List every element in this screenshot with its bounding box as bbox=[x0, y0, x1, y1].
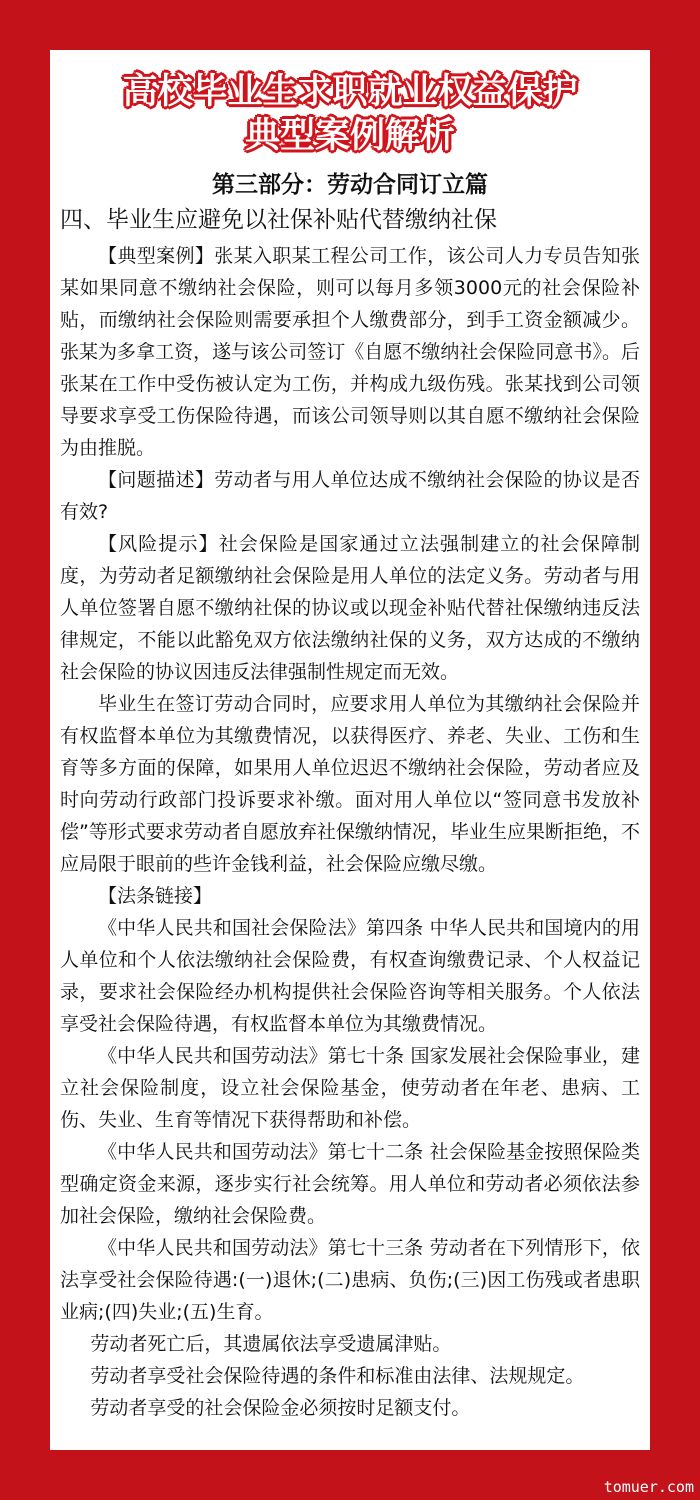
paragraph-law-3: 《中华人民共和国劳动法》第七十二条 社会保险基金按照保险类型确定资金来源，逐步实行社会统筹。用人单位和劳动者必须依法参加社会保险，缴纳社会保险费。 bbox=[60, 1141, 640, 1227]
paragraph-advice: 毕业生在签订劳动合同时，应要求用人单位为其缴纳社会保险并有权监督本单位为其缴费情况，以获得医疗、养老、失业、工伤和生育等多方面的保障，如果用人单位迟迟不缴纳社会保险，劳动者应及时向劳动行政部门投诉要求补缴。面对用人单位以“签同意书发放补偿”等形式要求劳动者自愿放弃社保缴纳情况，毕业生应果断拒绝，不应局限于眼前的些许金钱利益，社会保险应缴尽缴。 bbox=[60, 693, 640, 875]
paragraph-law-1: 《中华人民共和国社会保险法》第四条 中华人民共和国境内的用人单位和个人依法缴纳社会保险费，有权查询缴费记录、个人权益记录，要求社会保险经办机构提供社会保险咨询等相关服务。个人依法享受社会保险待遇，有权监督本单位为其缴费情况。 bbox=[60, 917, 640, 1035]
paragraph-law-5: 劳动者死亡后，其遗属依法享受遗属津贴。 bbox=[90, 1333, 452, 1355]
title-line-2: 典型案例解析 bbox=[244, 116, 455, 156]
paragraph-law-heading: 【法条链接】 bbox=[98, 885, 213, 907]
paragraph-law-7: 劳动者享受的社会保险金必须按时足额支付。 bbox=[90, 1397, 471, 1419]
section-heading: 四、毕业生应避免以社保补贴代替缴纳社保 bbox=[60, 207, 497, 233]
paragraph-law-6: 劳动者享受社会保险待遇的条件和标准由法律、法规规定。 bbox=[90, 1365, 585, 1387]
paragraph-typical-case: 【典型案例】张某入职某工程公司工作，该公司人力专员告知张某如果同意不缴纳社会保险，则可以每月多领3000元的社会保险补贴，而缴纳社会保险则需要承担个人缴费部分，到手工资金额减少。张某为多拿工资，遂与该公司签订《自愿不缴纳社会保险同意书》。后张某在工作中受伤被认定为工伤，并构成九级伤残。张某找到公司领导要求享受工伤保险待遇，而该公司领导则以其自愿不缴纳社会保险为由推脱。 bbox=[60, 245, 640, 459]
paragraph-law-4: 《中华人民共和国劳动法》第七十三条 劳动者在下列情形下，依法享受社会保险待遇:(一)退休;(二)患病、负伤;(三)因工伤残或者患职业病;(四)失业;(五)生育。 bbox=[60, 1237, 640, 1323]
page-title bbox=[60, 70, 640, 158]
watermark-text: tomuer.com bbox=[603, 1478, 694, 1496]
part-subtitle: 第三部分：劳动合同订立篇 bbox=[212, 172, 488, 198]
paragraph-problem: 【问题描述】劳动者与用人单位达成不缴纳社会保险的协议是否有效? bbox=[60, 469, 640, 523]
document-panel bbox=[50, 50, 650, 1450]
paragraph-law-2: 《中华人民共和国劳动法》第七十条 国家发展社会保险事业，建立社会保险制度，设立社会保险基金，使劳动者在年老、患病、工伤、失业、生育等情况下获得帮助和补偿。 bbox=[60, 1045, 640, 1131]
title-line-1: 高校毕业生求职就业权益保护 bbox=[122, 72, 578, 112]
paragraph-risk: 【风险提示】社会保险是国家通过立法强制建立的社会保障制度，为劳动者足额缴纳社会保险是用人单位的法定义务。劳动者与用人单位签署自愿不缴纳社保的协议或以现金补贴代替社保缴纳违反法律规定，不能以此豁免双方依法缴纳社保的义务，双方达成的不缴纳社会保险的协议因违反法律强制性规定而无效。 bbox=[60, 533, 640, 683]
